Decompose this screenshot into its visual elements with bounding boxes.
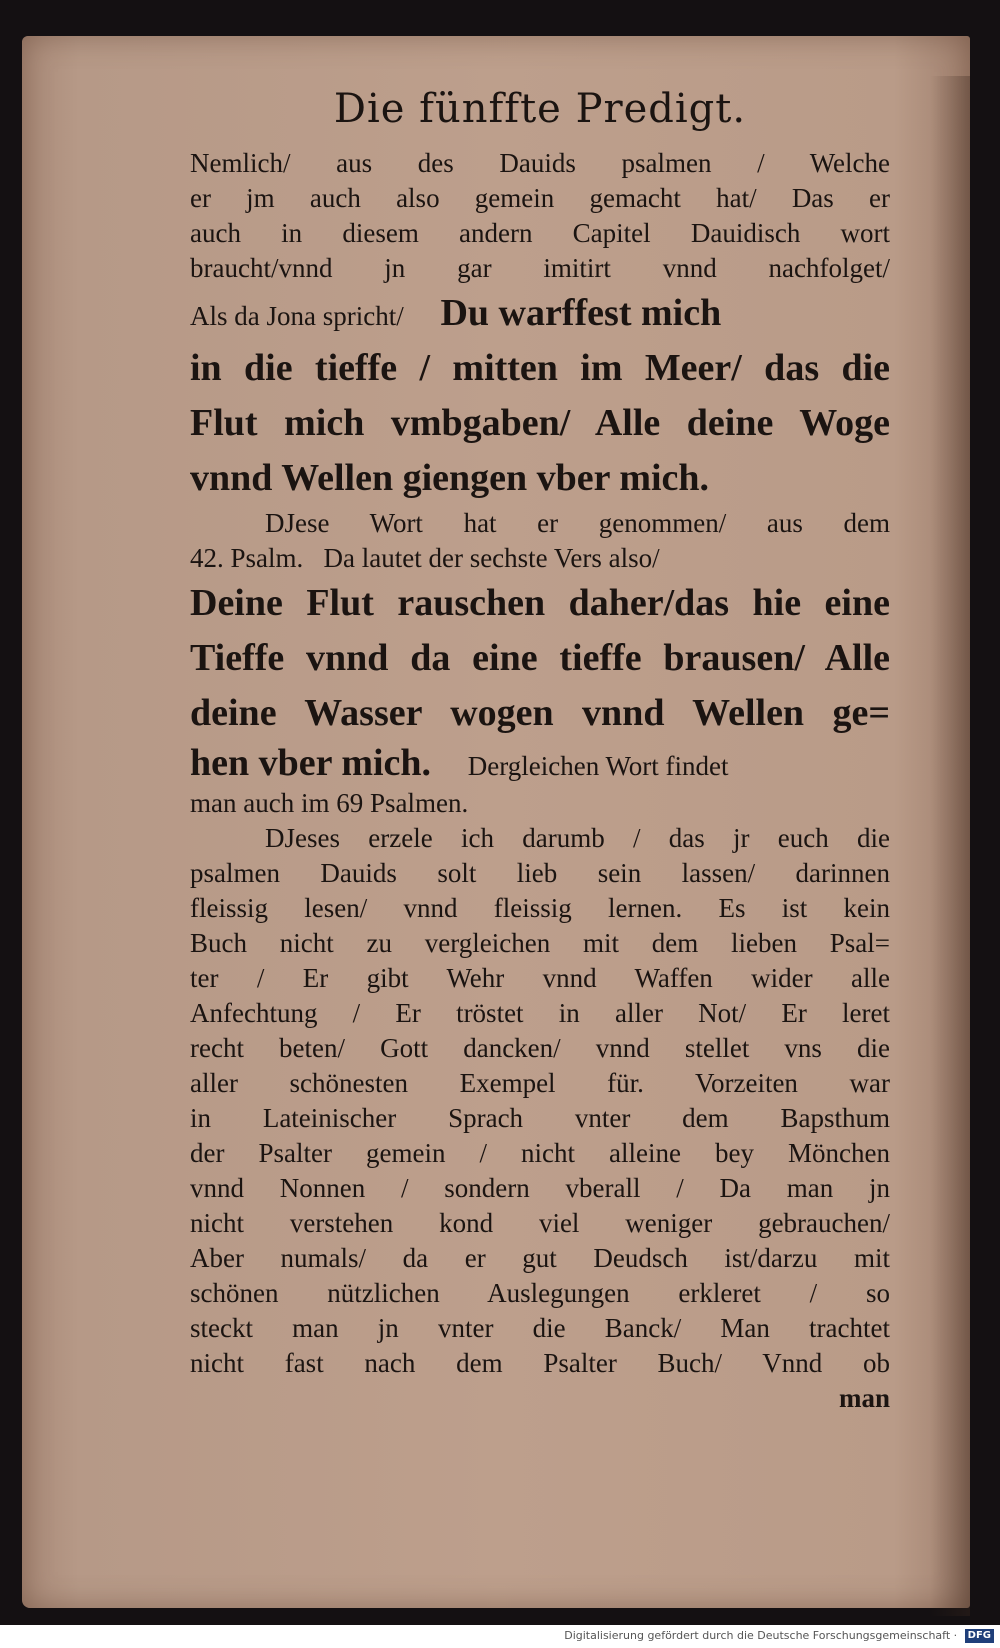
text-line: er jm auch also gemein gemacht hat/ Das er [190,183,890,213]
text-line: fleissig lesen/ vnnd fleissig lernen. Es ist kein [190,893,890,923]
text-line: vnnd Nonnen / sondern vberall / Da man jn [190,1173,890,1203]
page-spine-shadow [930,76,970,1616]
running-header: Die fünffte Predigt. [333,86,747,132]
text-line: ter / Er gibt Wehr vnnd Waffen wider alle [190,963,890,993]
text-line-large: deine Wasser wogen vnnd Wellen ge= [190,692,890,734]
text-line-large: in die tieffe / mitten im Meer/ das die [190,347,890,389]
text-line: auch in diesem andern Capitel Dauidisch wort [190,218,890,248]
text-line: nicht fast nach dem Psalter Buch/ Vnnd ob [190,1348,890,1378]
text-line: braucht/vnnd jn gar imitirt vnnd nachfolget/ [190,253,890,283]
text-line: nicht verstehen kond viel weniger gebrauchen/ [190,1208,890,1238]
text-line: in Lateinischer Sprach vnter dem Bapsthum [190,1103,890,1133]
emphasis-run: hen vber mich. [190,742,432,784]
text-line: man auch im 69 Psalmen. [190,788,469,818]
text-line-mixed [190,286,890,341]
text-line: Aber numals/ da er gut Deudsch ist/darzu mit [190,1243,890,1273]
text-line: Nemlich/ aus des Dauids psalmen / Welche [190,148,890,178]
catchword: man [838,1383,890,1413]
emphasis-run: Du warffest mich [440,292,722,334]
text-line: aller schönesten Exempel für. Vorzeiten war [190,1068,890,1098]
text-line-large: Deine Flut rauschen daher/das hie eine [190,582,890,624]
text-run: Dergleichen Wort findet [467,751,729,781]
text-line: Buch nicht zu vergleichen mit dem lieben Psal= [190,928,890,958]
text-line: 42. Psalm. Da lautet der sechste Vers also/ [190,543,660,573]
text-line: schönen nützlichen Auslegungen erkleret / so [190,1278,890,1308]
text-line-large: vnnd Wellen giengen vber mich. [190,457,710,499]
text-line: recht beten/ Gott dancken/ vnnd stellet vns die [190,1033,890,1063]
dfg-logo-icon[interactable]: DFG [965,1629,994,1643]
text-line-large: Tieffe vnnd da eine tieffe brausen/ Alle [190,637,890,679]
text-line-mixed [190,741,890,786]
text-line: psalmen Dauids solt lieb sein lassen/ darinnen [190,858,890,888]
footer-credit-text: Digitalisierung gefördert durch die Deutsche Forschungsgemeinschaft [564,1629,951,1642]
text-line: der Psalter gemein / nicht alleine bey Mönchen [190,1138,890,1168]
page-text-block [190,82,890,1416]
digitization-footer: Digitalisierung gefördert durch die Deutsche Forschungsgemeinschaft · DFG [0,1625,1000,1648]
text-line-indented: DJeses erzele ich darumb / das jr euch die [265,823,890,853]
text-line-large: Flut mich vmbgaben/ Alle deine Woge [190,402,890,444]
text-line-indented: DJese Wort hat er genommen/ aus dem [265,508,890,538]
text-line: steckt man jn vnter die Banck/ Man trachtet [190,1313,890,1343]
text-line: Anfechtung / Er tröstet in aller Not/ Er leret [190,998,890,1028]
text-run: Als da Jona spricht/ [190,301,404,331]
